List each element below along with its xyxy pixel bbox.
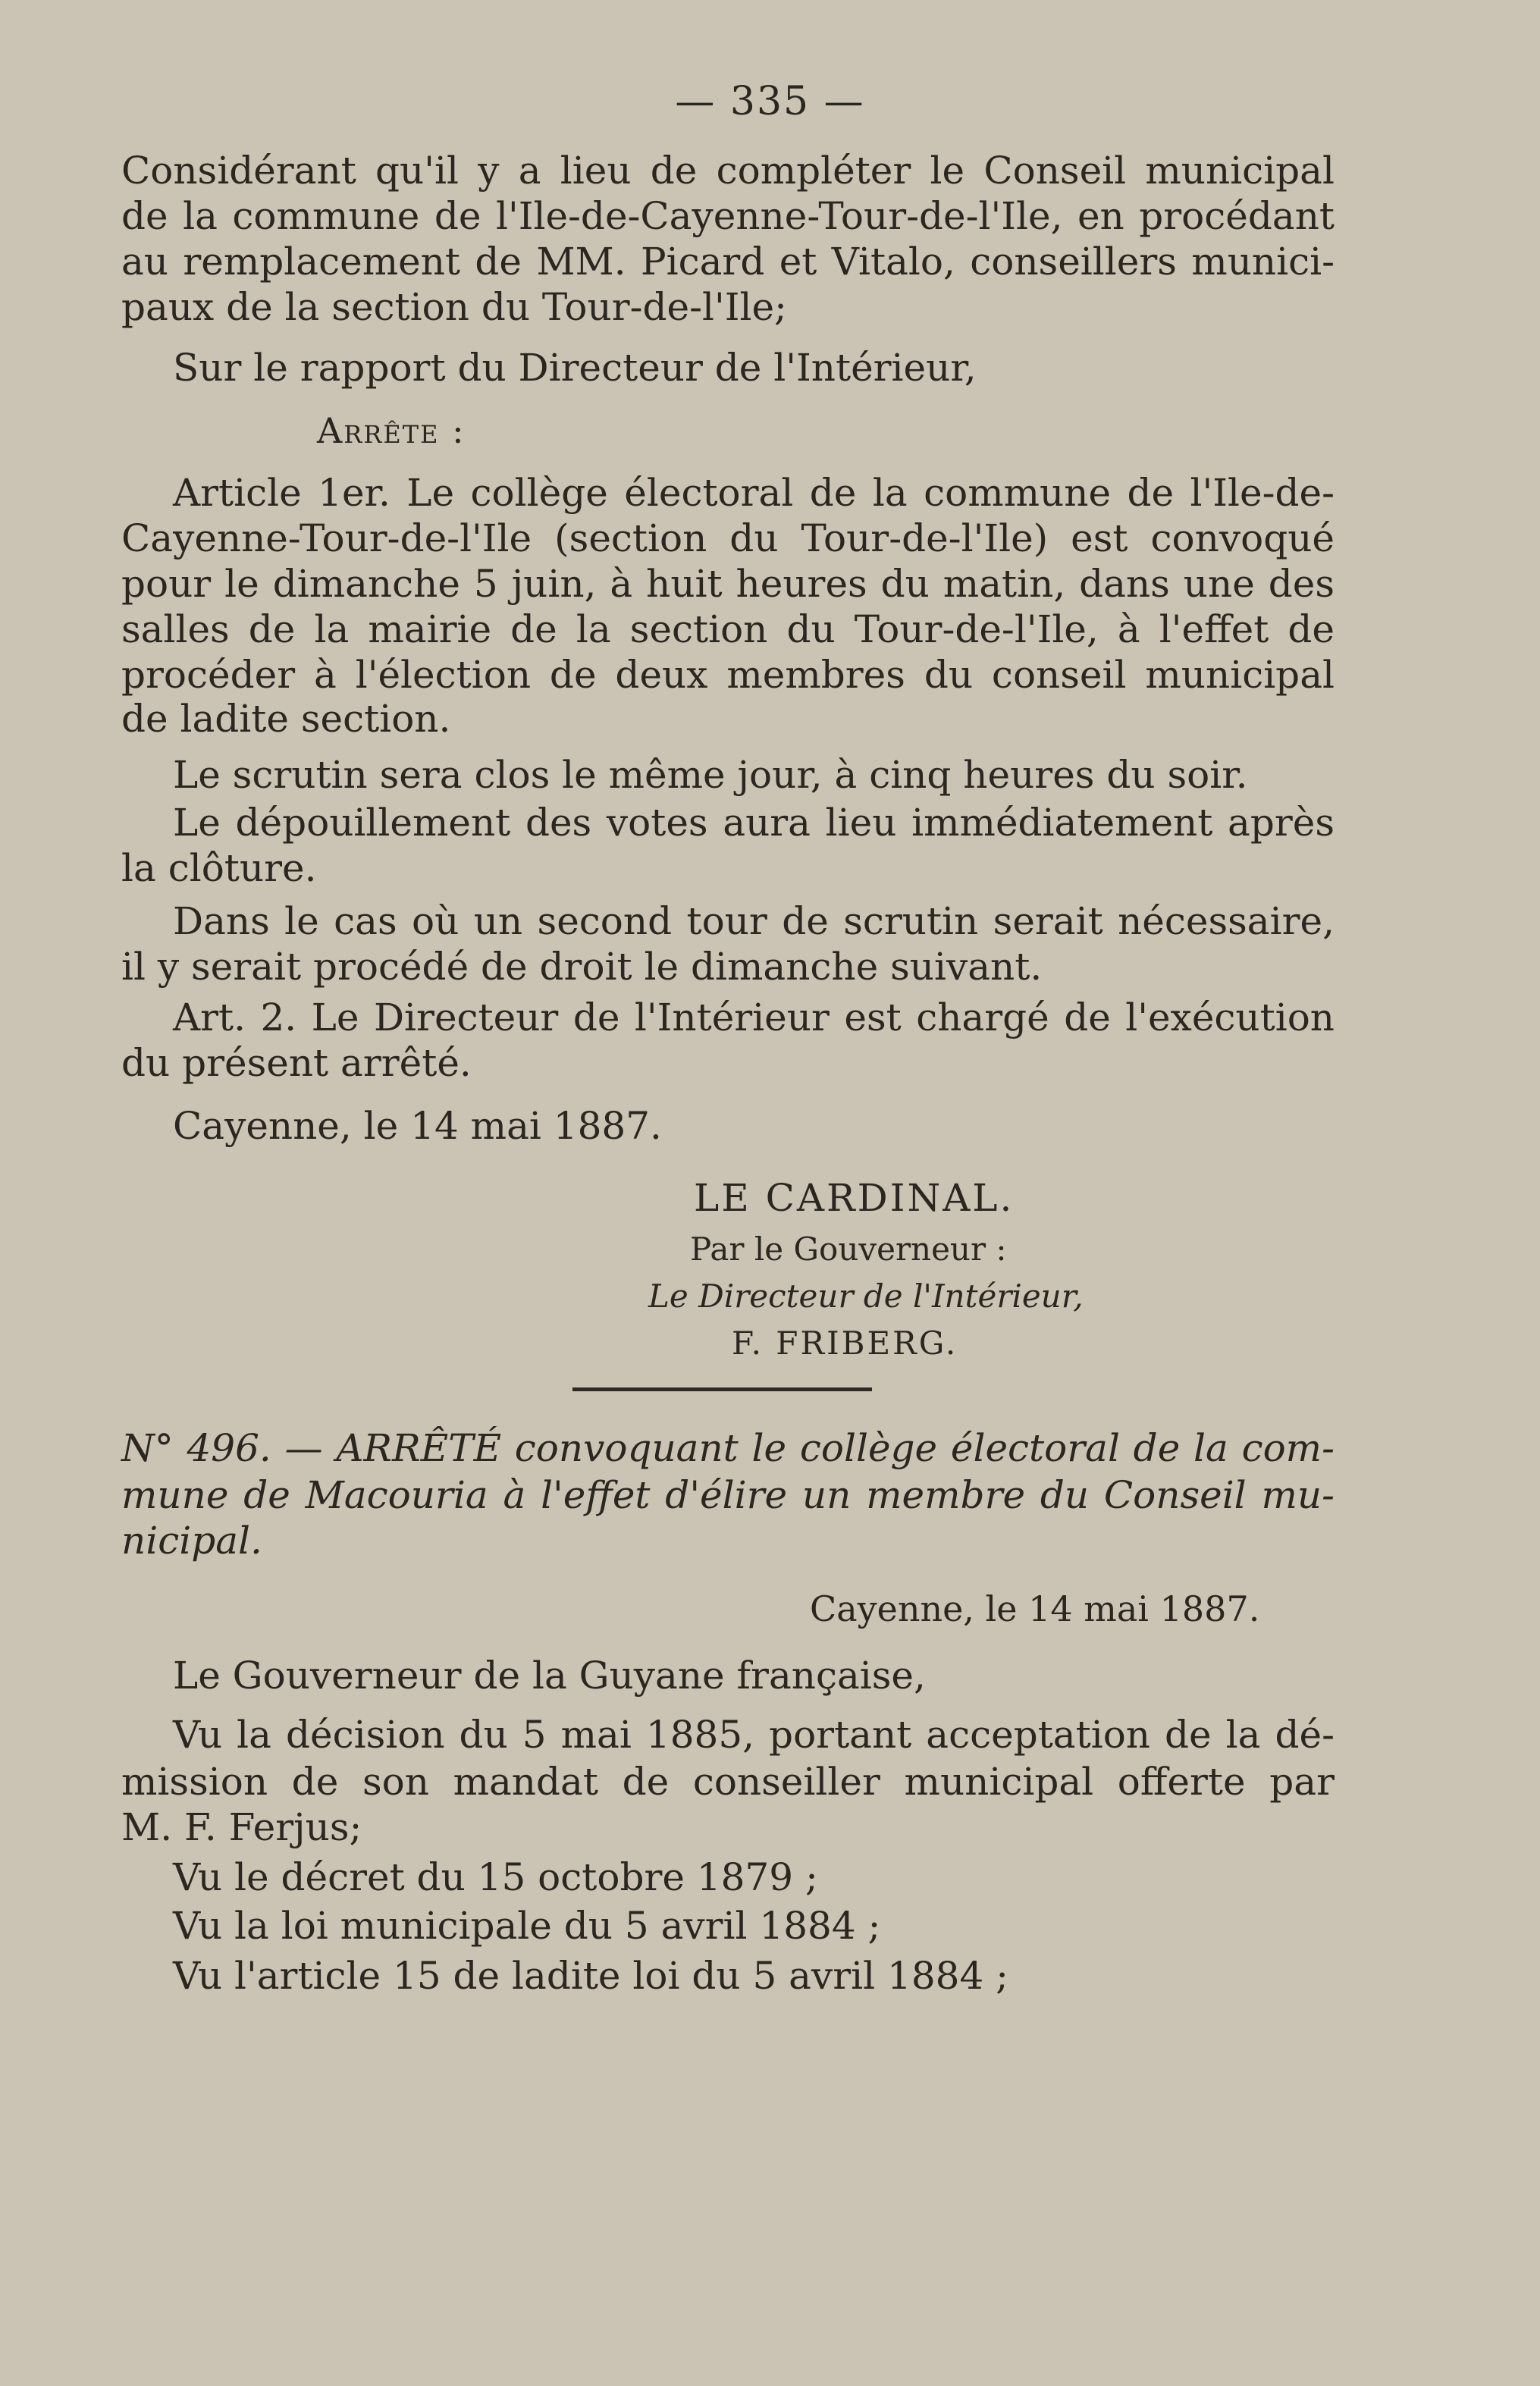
signature-governor: LE CARDINAL. xyxy=(694,1176,1015,1220)
arrete-title-line: N° 496. — ARRÊTÉ convoquant le collège électoral de la com- xyxy=(121,1426,1335,1470)
arrete-title-line: mune de Macouria à l'effet d'élire un membre du Conseil mu- xyxy=(121,1473,1335,1517)
text-line: Art. 2. Le Directeur de l'Intérieur est chargé de l'exécution xyxy=(173,995,1335,1039)
text-line: Vu l'article 15 de ladite loi du 5 avril 1884 ; xyxy=(173,1954,1009,1998)
arrete-title-line: nicipal. xyxy=(121,1519,262,1563)
text-line: de la commune de l'Ile-de-Cayenne-Tour-de-l'Ile, en procédant xyxy=(121,194,1335,238)
text-line: M. F. Ferjus; xyxy=(121,1805,362,1849)
text-line: salles de la mairie de la section du Tour-de-l'Ile, à l'effet de xyxy=(121,607,1335,651)
text-line: du présent arrêté. xyxy=(121,1041,472,1085)
text-line: Vu la décision du 5 mai 1885, portant acceptation de la dé- xyxy=(173,1713,1335,1757)
text-line: Le scrutin sera clos le même jour, à cinq heures du soir. xyxy=(173,753,1248,797)
signature-par: Par le Gouverneur : xyxy=(690,1231,1007,1268)
page-number: — 335 — xyxy=(675,79,865,124)
text-line: Sur le rapport du Directeur de l'Intérieur, xyxy=(173,346,977,390)
text-line: de ladite section. xyxy=(121,697,451,741)
text-line: Vu la loi municipale du 5 avril 1884 ; xyxy=(173,1904,881,1948)
text-line: procéder à l'élection de deux membres du conseil municipal xyxy=(121,653,1335,697)
date-line: Cayenne, le 14 mai 1887. xyxy=(173,1104,662,1148)
text-line: mission de son mandat de conseiller municipal offerte par xyxy=(121,1760,1335,1804)
text-line: Cayenne-Tour-de-l'Ile (section du Tour-de-l'Ile) est convoqué xyxy=(121,516,1335,560)
text-line: pour le dimanche 5 juin, à huit heures du matin, dans une des xyxy=(121,562,1335,606)
text-line: la clôture. xyxy=(121,846,317,890)
text-line: Article 1er. Le collège électoral de la commune de l'Ile-de- xyxy=(173,471,1335,515)
arrete-heading: Arrête : xyxy=(317,410,466,451)
separator-rule xyxy=(572,1387,872,1391)
text-line: Dans le cas où un second tour de scrutin serait nécessaire, xyxy=(173,899,1335,943)
text-line: Le dépouillement des votes aura lieu immédiatement après xyxy=(173,801,1335,845)
text-line: au remplacement de MM. Picard et Vitalo, conseillers munici- xyxy=(121,240,1335,284)
signature-director-title: Le Directeur de l'Intérieur, xyxy=(648,1278,1084,1315)
text-line: paux de la section du Tour-de-l'Ile; xyxy=(121,285,787,329)
signature-director-name: F. FRIBERG. xyxy=(732,1325,958,1362)
text-line: Considérant qu'il y a lieu de compléter le Conseil municipal xyxy=(121,149,1335,193)
text-line: il y serait procédé de droit le dimanche suivant. xyxy=(121,945,1043,989)
date-line: Cayenne, le 14 mai 1887. xyxy=(810,1588,1260,1629)
text-line: Vu le décret du 15 octobre 1879 ; xyxy=(173,1855,818,1899)
governor-line: Le Gouverneur de la Guyane française, xyxy=(173,1654,926,1698)
